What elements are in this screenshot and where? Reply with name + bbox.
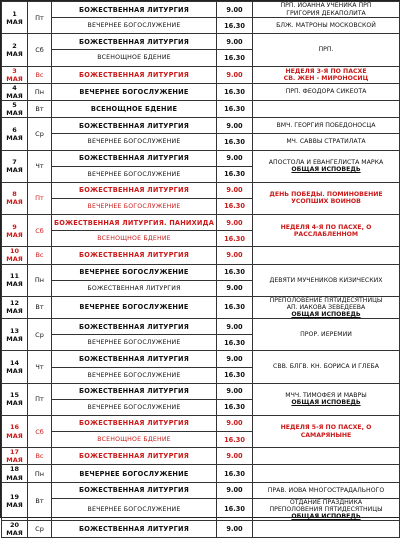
date-number: 18 [9, 465, 20, 474]
feast-line: НЕДЕЛЯ 5-Я ПО ПАСХЕ, О [280, 424, 372, 432]
weekday-cell: Пн [28, 465, 52, 482]
schedule-row [2, 264, 400, 280]
schedule-row [2, 34, 400, 50]
service-name-cell: ВЕЧЕРНЕЕ БОГОСЛУЖЕНИЕ [52, 198, 217, 214]
feast-line: ДЕНЬ ПОБЕДЫ. ПОМИНОВЕНИЕ [269, 191, 383, 199]
feast-line: ПРОР. ИЕРЕМИИ [300, 331, 352, 339]
schedule-row [2, 482, 400, 498]
date-cell [2, 101, 28, 118]
service-name-cell: ВЕЧЕРНЕЕ БОГОСЛУЖЕНИЕ [52, 296, 217, 318]
weekday-cell: Вт [28, 296, 52, 318]
feast-cell [253, 134, 400, 150]
date-month: МАЯ [6, 133, 23, 142]
service-time-cell: 16.30 [217, 50, 253, 66]
schedule-row [2, 215, 400, 231]
feast-line: НЕДЕЛЯ 4-Я ПО ПАСХЕ, О [280, 223, 372, 231]
date-number: 16 [9, 423, 20, 432]
service-name-cell: БОЖЕСТВЕННАЯ ЛИТУРГИЯ [52, 482, 217, 498]
service-name-cell: БОЖЕСТВЕННАЯ ЛИТУРГИЯ [52, 182, 217, 198]
date-cell [2, 2, 28, 34]
service-time-cell: 9.00 [217, 482, 253, 498]
date-number: 11 [9, 272, 20, 280]
feast-cell [253, 498, 400, 520]
schedule-row [2, 465, 400, 482]
feast-line: ПРЕПОЛОВЕНИЕ ПЯТИДЕСЯТНИЦЫ [269, 296, 383, 304]
feast-line: ОТДАНИЕ ПРАЗДНИКА [289, 498, 363, 506]
date-month: МАЯ [6, 473, 23, 482]
date-number: 6 [12, 125, 17, 134]
schedule-row [2, 18, 400, 34]
date-month: МАЯ [6, 198, 23, 207]
service-name-cell: БОЖЕСТВЕННАЯ ЛИТУРГИЯ [52, 383, 217, 399]
date-number: 10 [9, 247, 20, 256]
date-cell [2, 521, 28, 538]
date-month: МАЯ [6, 166, 23, 175]
service-time-cell: 9.00 [217, 383, 253, 399]
service-time-cell: 16.30 [217, 231, 253, 247]
service-name-cell: БОЖЕСТВЕННАЯ ЛИТУРГИЯ [52, 319, 217, 335]
date-cell [2, 296, 28, 318]
date-cell [2, 247, 28, 264]
date-number: 5 [12, 101, 17, 109]
schedule-row [2, 415, 400, 431]
service-name-cell: БОЖЕСТВЕННАЯ ЛИТУРГИЯ. ПАНИХИДА [52, 215, 217, 231]
date-number: 7 [12, 158, 17, 166]
weekday-cell: Пн [28, 83, 52, 100]
weekday-cell: Вт [28, 482, 52, 521]
weekday-cell: Пт [28, 182, 52, 214]
schedule-row [2, 66, 400, 83]
feast-cell [253, 150, 400, 182]
schedule-body [2, 2, 400, 538]
schedule-row [2, 247, 400, 264]
date-cell [2, 83, 28, 100]
feast-cell [253, 34, 400, 66]
feast-cell [253, 101, 400, 118]
feast-cell [253, 118, 400, 134]
weekday-cell: Чт [28, 150, 52, 182]
feast-line: ПРАВ. ИОВА МНОГОСТРАДАЛЬНОГО [267, 486, 385, 494]
feast-cell [253, 415, 400, 447]
feast-cell [253, 448, 400, 465]
weekday-cell: Пт [28, 2, 52, 34]
date-number: 12 [9, 299, 20, 308]
feast-line: ПРП. ИОАННА УЧЕНИКА ПРП [280, 2, 372, 10]
date-number: 17 [9, 448, 20, 457]
confession-note: ОБЩАЯ ИСПОВЕДЬ [291, 311, 361, 318]
date-cell [2, 482, 28, 521]
weekday-cell: Вс [28, 448, 52, 465]
schedule-row [2, 2, 400, 18]
service-time-cell: 9.00 [217, 319, 253, 335]
date-month: МАЯ [6, 74, 23, 83]
feast-cell [253, 66, 400, 83]
date-month: МАЯ [6, 230, 23, 239]
date-month: МАЯ [6, 109, 23, 118]
date-month: МАЯ [6, 334, 23, 343]
service-time-cell: 16.30 [217, 166, 253, 182]
feast-line: РАССЛАБЛЕННОМ [293, 230, 359, 238]
feast-cell [253, 521, 400, 538]
date-cell [2, 319, 28, 351]
service-name-cell: БОЖЕСТВЕННАЯ ЛИТУРГИЯ [52, 2, 217, 18]
service-name-cell: ВЕЧЕРНЕЕ БОГОСЛУЖЕНИЕ [52, 134, 217, 150]
date-month: МАЯ [6, 399, 23, 408]
schedule-row [2, 521, 400, 538]
service-time-cell: 9.00 [217, 118, 253, 134]
feast-line: НЕДЕЛЯ 3-Я ПО ПАСХЕ [285, 67, 367, 75]
date-number: 4 [12, 83, 17, 92]
feast-line: ПРП. [318, 46, 334, 54]
service-time-cell: 9.00 [217, 247, 253, 264]
service-name-cell: ВСЕНОЩНОЕ БДЕНИЕ [52, 101, 217, 118]
service-name-cell: ВЕЧЕРНЕЕ БОГОСЛУЖЕНИЕ [52, 498, 217, 520]
date-month: МАЯ [6, 529, 23, 538]
service-time-cell: 16.30 [217, 335, 253, 351]
weekday-cell: Сб [28, 415, 52, 447]
service-name-cell: ВСЕНОЩНОЕ БДЕНИЕ [52, 231, 217, 247]
service-time-cell: 16.30 [217, 264, 253, 280]
feast-line: ПРЕПОЛОВЕНИЯ ПЯТИДЕСЯТНИЦЫ [269, 505, 383, 513]
service-time-cell: 9.00 [217, 66, 253, 83]
service-time-cell: 9.00 [217, 448, 253, 465]
schedule-row [2, 498, 400, 520]
date-number: 3 [12, 66, 17, 75]
date-month: МАЯ [6, 367, 23, 375]
feast-cell [253, 264, 400, 296]
service-name-cell: БОЖЕСТВЕННАЯ ЛИТУРГИЯ [52, 351, 217, 367]
date-number: 8 [12, 190, 17, 199]
schedule-row [2, 448, 400, 465]
service-time-cell: 16.30 [217, 498, 253, 520]
service-time-cell: 9.00 [217, 351, 253, 367]
date-cell [2, 264, 28, 296]
service-name-cell: БОЖЕСТВЕННАЯ ЛИТУРГИЯ [52, 247, 217, 264]
feast-cell [253, 247, 400, 264]
feast-cell [253, 383, 400, 415]
date-number: 19 [9, 493, 20, 502]
date-month: МАЯ [6, 456, 23, 465]
service-time-cell: 9.00 [217, 150, 253, 166]
service-name-cell: БОЖЕСТВЕННАЯ ЛИТУРГИЯ [52, 521, 217, 538]
service-time-cell: 9.00 [217, 2, 253, 18]
feast-cell [253, 83, 400, 100]
service-name-cell: ВСЕНОЩНОЕ БДЕНИЕ [52, 432, 217, 448]
confession-note: ОБЩАЯ ИСПОВЕДЬ [291, 399, 361, 407]
weekday-cell: Чт [28, 351, 52, 383]
service-time-cell: 9.00 [217, 182, 253, 198]
service-time-cell: 9.00 [217, 415, 253, 431]
feast-line: СВ. ЖЕН - МИРОНОСИЦ [283, 74, 369, 82]
date-month: МАЯ [6, 280, 23, 289]
date-month: МАЯ [6, 17, 23, 26]
service-time-cell: 9.00 [217, 215, 253, 231]
date-cell [2, 66, 28, 83]
service-name-cell: ВЕЧЕРНЕЕ БОГОСЛУЖЕНИЕ [52, 399, 217, 415]
feast-cell [253, 2, 400, 18]
date-month: МАЯ [6, 255, 23, 264]
date-month: МАЯ [6, 49, 23, 58]
weekday-cell: Вс [28, 66, 52, 83]
feast-line: ВМЧ. ГЕОРГИЯ ПОБЕДОНОСЦА [276, 122, 376, 130]
weekday-cell: Ср [28, 319, 52, 351]
date-number: 15 [9, 391, 20, 400]
date-cell [2, 182, 28, 214]
service-time-cell: 16.30 [217, 198, 253, 214]
schedule-row [2, 134, 400, 150]
feast-cell [253, 351, 400, 383]
service-schedule-table [1, 1, 400, 538]
schedule-row [2, 101, 400, 118]
weekday-cell: Сб [28, 215, 52, 247]
service-name-cell: ВЕЧЕРНЕЕ БОГОСЛУЖЕНИЕ [52, 465, 217, 482]
feast-cell [253, 215, 400, 247]
service-time-cell: 16.30 [217, 367, 253, 383]
service-name-cell: БОЖЕСТВЕННАЯ ЛИТУРГИЯ [52, 34, 217, 50]
feast-cell [253, 18, 400, 34]
service-name-cell: БОЖЕСТВЕННАЯ ЛИТУРГИЯ [52, 280, 217, 296]
date-cell [2, 34, 28, 66]
weekday-cell: Пн [28, 264, 52, 296]
date-cell [2, 465, 28, 482]
service-name-cell: ВСЕНОЩНОЕ БДЕНИЕ [52, 50, 217, 66]
feast-cell [253, 482, 400, 498]
feast-line: САМАРЯНЫНЕ [300, 431, 352, 439]
date-cell [2, 448, 28, 465]
feast-line: БЛЖ. МАТРОНЫ МОСКОВСКОЙ [276, 22, 376, 30]
date-cell [2, 118, 28, 150]
feast-line: СВВ. БЛГВ. КН. БОРИСА И ГЛЕБА [273, 363, 379, 371]
service-name-cell: ВЕЧЕРНЕЕ БОГОСЛУЖЕНИЕ [52, 264, 217, 280]
weekday-cell: Вс [28, 247, 52, 264]
schedule-row [2, 83, 400, 100]
schedule-row [2, 118, 400, 134]
service-name-cell: ВЕЧЕРНЕЕ БОГОСЛУЖЕНИЕ [52, 18, 217, 34]
confession-note: ОБЩАЯ ИСПОВЕДЬ [291, 513, 361, 520]
service-time-cell: 16.30 [217, 432, 253, 448]
feast-line: ГРИГОРИЯ ДЕКАПОЛИТА [286, 9, 366, 17]
schedule-row [2, 182, 400, 198]
date-number: 9 [12, 222, 17, 231]
service-name-cell: БОЖЕСТВЕННАЯ ЛИТУРГИЯ [52, 150, 217, 166]
service-time-cell: 16.30 [217, 18, 253, 34]
schedule-row [2, 296, 400, 318]
service-time-cell: 16.30 [217, 399, 253, 415]
weekday-cell: Вт [28, 101, 52, 118]
date-month: МАЯ [6, 431, 23, 440]
date-month: МАЯ [6, 91, 23, 100]
date-number: 14 [9, 358, 20, 367]
feast-line: УСОПШИХ ВОИНОВ [291, 198, 361, 206]
date-cell [2, 383, 28, 415]
service-time-cell: 9.00 [217, 521, 253, 538]
date-number: 2 [12, 41, 17, 50]
date-month: МАЯ [6, 307, 23, 316]
feast-cell [253, 182, 400, 214]
date-month: МАЯ [6, 501, 23, 510]
service-name-cell: БОЖЕСТВЕННАЯ ЛИТУРГИЯ [52, 66, 217, 83]
feast-cell [253, 465, 400, 482]
feast-line: МЧЧ. ТИМОФЕЯ И МАВРЫ [285, 392, 367, 400]
service-name-cell: ВЕЧЕРНЕЕ БОГОСЛУЖЕНИЕ [52, 335, 217, 351]
service-name-cell: ВЕЧЕРНЕЕ БОГОСЛУЖЕНИЕ [52, 166, 217, 182]
service-time-cell: 16.30 [217, 101, 253, 118]
weekday-cell: Ср [28, 521, 52, 538]
schedule-row [2, 383, 400, 399]
service-time-cell: 16.30 [217, 465, 253, 482]
date-cell [2, 415, 28, 447]
weekday-cell: Ср [28, 118, 52, 150]
feast-cell [253, 296, 400, 318]
service-time-cell: 9.00 [217, 34, 253, 50]
date-cell [2, 150, 28, 182]
service-name-cell: ВЕЧЕРНЕЕ БОГОСЛУЖЕНИЕ [52, 83, 217, 100]
date-cell [2, 351, 28, 383]
schedule-row [2, 319, 400, 335]
service-name-cell: БОЖЕСТВЕННАЯ ЛИТУРГИЯ [52, 448, 217, 465]
schedule-row [2, 150, 400, 166]
feast-line: МЧ. САВВЫ СТРАТИЛАТА [286, 138, 366, 146]
service-name-cell: БОЖЕСТВЕННАЯ ЛИТУРГИЯ [52, 415, 217, 431]
service-time-cell: 16.30 [217, 296, 253, 318]
date-number: 20 [9, 521, 20, 530]
service-time-cell: 16.30 [217, 83, 253, 100]
date-number: 13 [9, 326, 20, 335]
confession-note: ОБЩАЯ ИСПОВЕДЬ [291, 166, 361, 174]
weekday-cell: Сб [28, 34, 52, 66]
feast-line: АПОСТОЛА И ЕВАНГЕЛИСТА МАРКА [268, 159, 384, 166]
service-time-cell: 16.30 [217, 134, 253, 150]
date-cell [2, 215, 28, 247]
weekday-cell: Пт [28, 383, 52, 415]
feast-line: АП. ИАКОВА ЗЕВЕДЕЕВА [286, 303, 366, 311]
feast-line: ДЕВЯТИ МУЧЕНИКОВ КИЗИЧЕСКИХ [269, 276, 383, 284]
service-name-cell: ВЕЧЕРНЕЕ БОГОСЛУЖЕНИЕ [52, 367, 217, 383]
schedule-row [2, 351, 400, 367]
date-number: 1 [12, 9, 17, 18]
service-time-cell: 9.00 [217, 280, 253, 296]
feast-line: ПРП. ФЕОДОРА СИКЕОТА [285, 88, 367, 96]
service-name-cell: БОЖЕСТВЕННАЯ ЛИТУРГИЯ [52, 118, 217, 134]
feast-cell [253, 319, 400, 351]
